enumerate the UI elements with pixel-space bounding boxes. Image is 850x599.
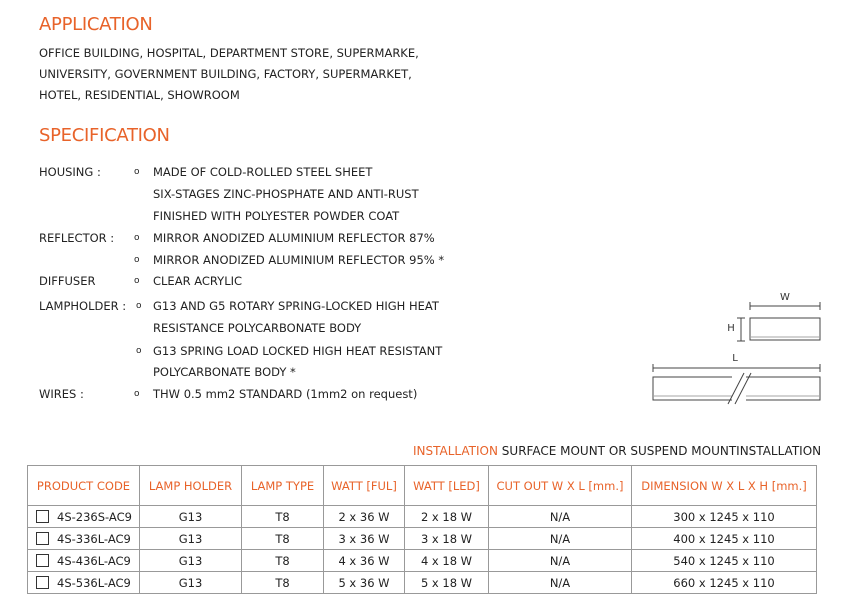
table-row xyxy=(28,506,817,528)
header-watt-led: WATT [LED] xyxy=(405,466,489,506)
wires-label: WIRES : xyxy=(39,387,84,401)
h-label: H xyxy=(727,323,735,334)
bullet-icon: o xyxy=(136,301,142,311)
lampholder-line-3: G13 SPRING LOAD LOCKED HIGH HEAT RESISTANT xyxy=(153,344,443,358)
housing-line-1: MADE OF COLD-ROLLED STEEL SHEET xyxy=(153,165,373,179)
application-line-3: HOTEL, RESIDENTIAL, SHOWROOM xyxy=(39,88,240,102)
table-cell: N/A xyxy=(489,550,632,572)
header-cut-out: CUT OUT W X L [mm.] xyxy=(489,466,632,506)
product-code: 4S-436L-AC9 xyxy=(57,553,131,568)
table-cell: G13 xyxy=(140,572,242,594)
table-cell: G13 xyxy=(140,506,242,528)
table-cell: N/A xyxy=(489,506,632,528)
installation-label: INSTALLATION xyxy=(413,444,498,458)
wires-line-1: THW 0.5 mm2 STANDARD (1mm2 on request) xyxy=(153,387,418,401)
product-code-cell xyxy=(28,528,140,550)
diffuser-line-1: CLEAR ACRYLIC xyxy=(153,274,243,288)
table-cell: 660 x 1245 x 110 xyxy=(632,572,817,594)
installation-value: SURFACE MOUNT OR SUSPEND MOUNTINSTALLATION xyxy=(501,444,822,458)
lampholder-line-4: POLYCARBONATE BODY * xyxy=(153,365,296,379)
header-dimension: DIMENSION W X L X H [mm.] xyxy=(632,466,817,506)
application-title: APPLICATION xyxy=(39,14,153,35)
table-cell: 2 x 18 W xyxy=(405,506,489,528)
application-line-1: OFFICE BUILDING, HOSPITAL, DEPARTMENT STORE, SUPERMARKE, xyxy=(39,46,419,60)
l-label: L xyxy=(732,353,738,364)
table-cell: 3 x 36 W xyxy=(324,528,405,550)
header-lamp-holder: LAMP HOLDER xyxy=(140,466,242,506)
housing-line-2: SIX-STAGES ZINC-PHOSPHATE AND ANTI-RUST xyxy=(153,187,419,201)
table-cell: 5 x 36 W xyxy=(324,572,405,594)
table-cell: T8 xyxy=(242,550,324,572)
table-cell: 2 x 36 W xyxy=(324,506,405,528)
installation-line xyxy=(413,444,821,458)
product-code: 4S-236S-AC9 xyxy=(57,509,132,524)
header-lamp-type: LAMP TYPE xyxy=(242,466,324,506)
table-cell: 400 x 1245 x 110 xyxy=(632,528,817,550)
table-cell: 4 x 18 W xyxy=(405,550,489,572)
table-cell: N/A xyxy=(489,572,632,594)
table-cell: 540 x 1245 x 110 xyxy=(632,550,817,572)
bullet-icon: o xyxy=(134,389,140,399)
application-line-2: UNIVERSITY, GOVERNMENT BUILDING, FACTORY, SUPERMARKET, xyxy=(39,67,412,81)
housing-label: HOUSING : xyxy=(39,165,101,179)
table-row xyxy=(28,572,817,594)
bullet-icon: o xyxy=(134,255,140,265)
specification-title: SPECIFICATION xyxy=(39,125,170,146)
bullet-icon: o xyxy=(134,276,140,286)
table-cell: 300 x 1245 x 110 xyxy=(632,506,817,528)
table-cell: 5 x 18 W xyxy=(405,572,489,594)
bullet-icon: o xyxy=(134,233,140,243)
housing-line-3: FINISHED WITH POLYESTER POWDER COAT xyxy=(153,209,400,223)
w-label: W xyxy=(780,292,790,303)
reflector-line-2: MIRROR ANODIZED ALUMINIUM REFLECTOR 95% * xyxy=(153,253,445,267)
header-watt-ful: WATT [FUL] xyxy=(324,466,405,506)
product-code-cell xyxy=(28,572,140,594)
row-checkbox[interactable] xyxy=(36,576,49,589)
diffuser-label: DIFFUSER xyxy=(39,274,96,288)
table-cell: T8 xyxy=(242,572,324,594)
bullet-icon: o xyxy=(136,346,142,356)
reflector-line-1: MIRROR ANODIZED ALUMINIUM REFLECTOR 87% xyxy=(153,231,435,245)
table-row xyxy=(28,550,817,572)
table-cell: G13 xyxy=(140,550,242,572)
table-cell: 3 x 18 W xyxy=(405,528,489,550)
table-cell: G13 xyxy=(140,528,242,550)
row-checkbox[interactable] xyxy=(36,532,49,545)
header-product-code: PRODUCT CODE xyxy=(28,466,140,506)
product-code-cell xyxy=(28,550,140,572)
product-table xyxy=(27,465,817,594)
table-cell: N/A xyxy=(489,528,632,550)
table-cell: T8 xyxy=(242,528,324,550)
table-cell: T8 xyxy=(242,506,324,528)
reflector-label: REFLECTOR : xyxy=(39,231,115,245)
row-checkbox[interactable] xyxy=(36,554,49,567)
bullet-icon: o xyxy=(134,167,140,177)
table-cell: 4 x 36 W xyxy=(324,550,405,572)
row-checkbox[interactable] xyxy=(36,510,49,523)
product-code: 4S-336L-AC9 xyxy=(57,531,131,546)
table-header-row xyxy=(28,466,817,506)
lampholder-label: LAMPHOLDER : xyxy=(39,299,127,313)
product-code-cell xyxy=(28,506,140,528)
product-code: 4S-536L-AC9 xyxy=(57,575,131,590)
lampholder-line-2: RESISTANCE POLYCARBONATE BODY xyxy=(153,321,362,335)
lampholder-line-1: G13 AND G5 ROTARY SPRING-LOCKED HIGH HEAT xyxy=(153,299,439,313)
dimension-diagram xyxy=(640,285,830,410)
table-row xyxy=(28,528,817,550)
